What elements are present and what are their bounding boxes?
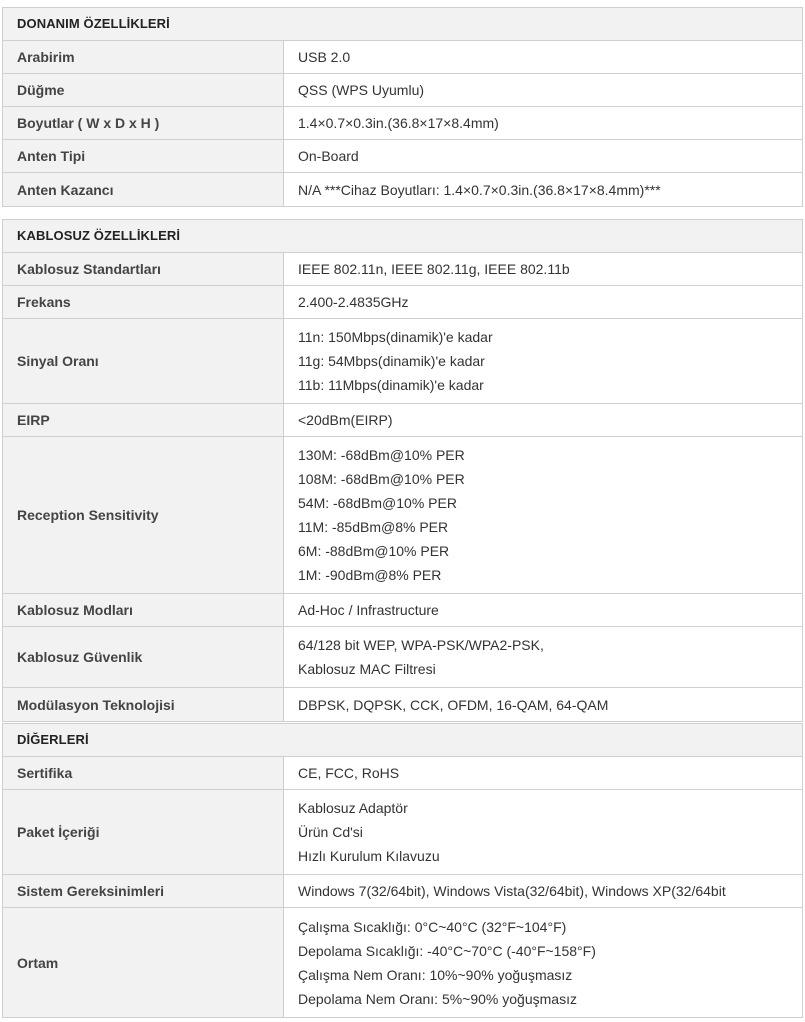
spec-value-line: 130M: -68dBm@10% PER [298,447,465,463]
spec-label: Sertifika [3,757,284,789]
spec-value [284,286,802,318]
spec-value-line: 1M: -90dBm@8% PER [298,567,442,583]
spec-value-line: 64/128 bit WEP, WPA-PSK/WPA2-PSK, [298,637,544,653]
spec-label: Reception Sensitivity [3,437,284,593]
spec-row [3,594,802,627]
spec-value-line: Windows 7(32/64bit), Windows Vista(32/64bit), Windows XP(32/64bit [298,883,726,899]
spec-value [284,908,802,1017]
spec-value-line: 54M: -68dBm@10% PER [298,495,457,511]
spec-value-line: Ürün Cd'si [298,824,363,840]
spec-row [3,404,802,437]
spec-value [284,875,802,907]
spec-label: Paket İçeriği [3,790,284,874]
spec-section-wireless [2,219,803,722]
spec-value-line: Depolama Sıcaklığı: -40°C~70°C (-40°F~158°F) [298,942,596,959]
spec-label: EIRP [3,404,284,436]
spec-row [3,757,802,790]
section-title: DONANIM ÖZELLİKLERİ [3,8,802,41]
spec-value-line: IEEE 802.11n, IEEE 802.11g, IEEE 802.11b [298,261,570,277]
spec-label: Modülasyon Teknolojisi [3,688,284,721]
spec-value-line: USB 2.0 [298,49,351,65]
spec-label: Anten Tipi [3,140,284,172]
spec-value-line: QSS (WPS Uyumlu) [298,82,425,98]
section-title: DİĞERLERİ [3,724,802,757]
spec-value [284,688,802,721]
spec-value-line: Hızlı Kurulum Kılavuzu [298,848,440,864]
spec-label: Düğme [3,74,284,106]
spec-value-line: On-Board [298,148,359,164]
spec-label: Boyutlar ( W x D x H ) [3,107,284,139]
spec-label: Anten Kazancı [3,173,284,206]
spec-value [284,140,802,172]
spec-row [3,140,802,173]
spec-row [3,875,802,908]
spec-value-line: Kablosuz Adaptör [298,800,408,816]
spec-row [3,74,802,107]
spec-label: Ortam [3,908,284,1017]
spec-value-line: DBPSK, DQPSK, CCK, OFDM, 16-QAM, 64-QAM [298,696,609,713]
spec-value [284,319,802,403]
spec-value [284,41,802,73]
spec-row [3,107,802,140]
spec-value [284,437,802,593]
spec-value-line: <20dBm(EIRP) [298,412,393,428]
spec-row [3,908,802,1017]
spec-value [284,757,802,789]
spec-value [284,594,802,626]
spec-value [284,253,802,285]
spec-row [3,253,802,286]
spec-value-line: 1.4×0.7×0.3in.(36.8×17×8.4mm) [298,115,499,131]
spec-value [284,74,802,106]
spec-row [3,41,802,74]
spec-value [284,404,802,436]
spec-value-line: Kablosuz MAC Filtresi [298,661,436,677]
spec-row [3,627,802,688]
spec-value-line: 11b: 11Mbps(dinamik)'e kadar [298,377,484,393]
section-title: KABLOSUZ ÖZELLİKLERİ [3,220,802,253]
spec-value [284,173,802,206]
spec-section-others [2,723,803,1018]
spec-section-hardware [2,7,803,207]
spec-row [3,688,802,721]
spec-label: Kablosuz Standartları [3,253,284,285]
spec-row [3,319,802,404]
spec-value-line: N/A ***Cihaz Boyutları: 1.4×0.7×0.3in.(36.8×17×8.4mm)*** [298,181,661,198]
spec-value-line: Çalışma Sıcaklığı: 0°C~40°C (32°F~104°F) [298,918,567,935]
spec-row [3,437,802,594]
spec-label: Sistem Gereksinimleri [3,875,284,907]
spec-value [284,627,802,687]
spec-value [284,107,802,139]
spec-label: Arabirim [3,41,284,73]
spec-label: Frekans [3,286,284,318]
spec-label: Kablosuz Modları [3,594,284,626]
spec-value-line: Depolama Nem Oranı: 5%~90% yoğuşmasız [298,990,577,1007]
spec-value-line: 6M: -88dBm@10% PER [298,543,450,559]
spec-value-line: Çalışma Nem Oranı: 10%~90% yoğuşmasız [298,966,573,983]
spec-value-line: 11g: 54Mbps(dinamik)'e kadar [298,353,485,369]
spec-value-line: 2.400-2.4835GHz [298,294,409,310]
spec-label: Kablosuz Güvenlik [3,627,284,687]
spec-row [3,173,802,206]
spec-value-line: CE, FCC, RoHS [298,765,400,781]
spec-value-line: Ad-Hoc / Infrastructure [298,602,439,618]
spec-row [3,286,802,319]
spec-value [284,790,802,874]
spec-row [3,790,802,875]
spec-value-line: 11M: -85dBm@8% PER [298,519,449,535]
spec-value-line: 11n: 150Mbps(dinamik)'e kadar [298,329,493,345]
spec-label: Sinyal Oranı [3,319,284,403]
spec-value-line: 108M: -68dBm@10% PER [298,471,465,487]
